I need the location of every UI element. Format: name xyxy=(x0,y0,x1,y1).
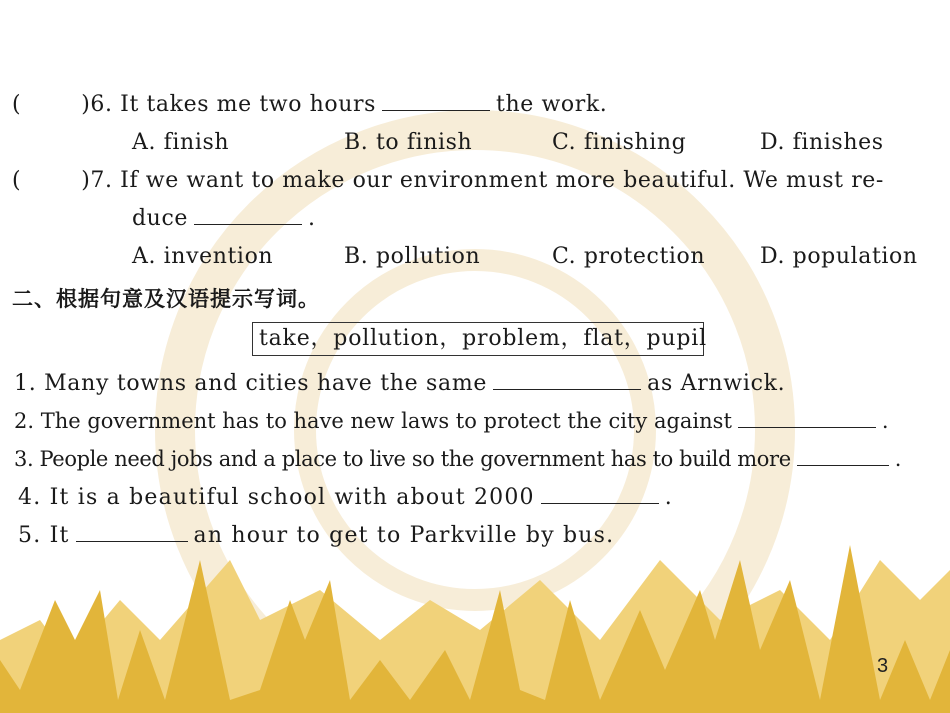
option-b-label: B. to finish xyxy=(344,130,473,155)
fill-text: . xyxy=(664,485,673,510)
fill-item-4 xyxy=(18,485,673,510)
fill-text: 5. It xyxy=(18,523,70,548)
option-d-label: D. population xyxy=(760,244,918,269)
option-d-label: D. finishes xyxy=(760,130,884,155)
section-title: 二、根据句意及汉语提示写词。 xyxy=(12,287,320,311)
fill-item-1 xyxy=(14,371,785,396)
option-b xyxy=(344,244,480,269)
option-a: A. finish xyxy=(132,130,230,155)
question-6-stem xyxy=(12,92,607,117)
fill-text: . xyxy=(894,447,901,471)
fill-text: 1. Many towns and cities have the same xyxy=(14,371,488,396)
option-d xyxy=(760,244,918,269)
answer-paren-open: ( xyxy=(12,168,22,193)
stem-text: If we want to make our environment more beautiful. We must re- xyxy=(120,168,884,193)
option-c xyxy=(552,244,705,269)
question-7-stem-line2 xyxy=(132,206,316,231)
question-6-options xyxy=(132,130,229,155)
stem-text: . xyxy=(308,206,316,231)
blank-fill-4[interactable] xyxy=(541,502,659,504)
blank-fill-3[interactable] xyxy=(797,464,889,466)
option-a xyxy=(132,244,273,269)
blank-6[interactable] xyxy=(382,109,490,111)
option-b xyxy=(344,130,472,155)
question-7-stem xyxy=(12,168,884,193)
option-d xyxy=(760,130,884,155)
option-c-label: C. finishing xyxy=(552,130,687,155)
fill-text: as Arnwick. xyxy=(647,371,786,396)
stem-text: It takes me two hours xyxy=(120,92,377,117)
stem-text: the work. xyxy=(496,92,608,117)
answer-paren-open: ( xyxy=(12,92,22,117)
question-number: )6. xyxy=(81,92,113,117)
fill-text: 4. It is a beautiful school with about 2000 xyxy=(18,485,535,510)
option-c xyxy=(552,130,686,155)
fill-text: an hour to get to Parkville by bus. xyxy=(193,523,615,548)
option-b-label: B. pollution xyxy=(344,244,481,269)
fill-item-3 xyxy=(14,447,901,471)
page-number: 3 xyxy=(877,655,889,677)
blank-fill-5[interactable] xyxy=(76,540,188,542)
fill-item-2 xyxy=(14,409,889,433)
fill-text: 2. The government has to have new laws to protect the city against xyxy=(14,409,732,433)
option-a-label: A. invention xyxy=(132,244,274,269)
fill-item-5 xyxy=(18,523,614,548)
stem-text: duce xyxy=(132,206,188,231)
fill-text: . xyxy=(881,409,889,433)
fill-text: 3. People need jobs and a place to live so the government has to build more xyxy=(14,447,791,471)
blank-fill-1[interactable] xyxy=(493,388,641,390)
question-number: )7. xyxy=(81,168,113,193)
option-c-label: C. protection xyxy=(552,244,706,269)
blank-fill-2[interactable] xyxy=(738,426,876,428)
blank-7[interactable] xyxy=(194,223,302,225)
word-bank-box: take，pollution，problem，flat，pupil xyxy=(252,322,704,356)
